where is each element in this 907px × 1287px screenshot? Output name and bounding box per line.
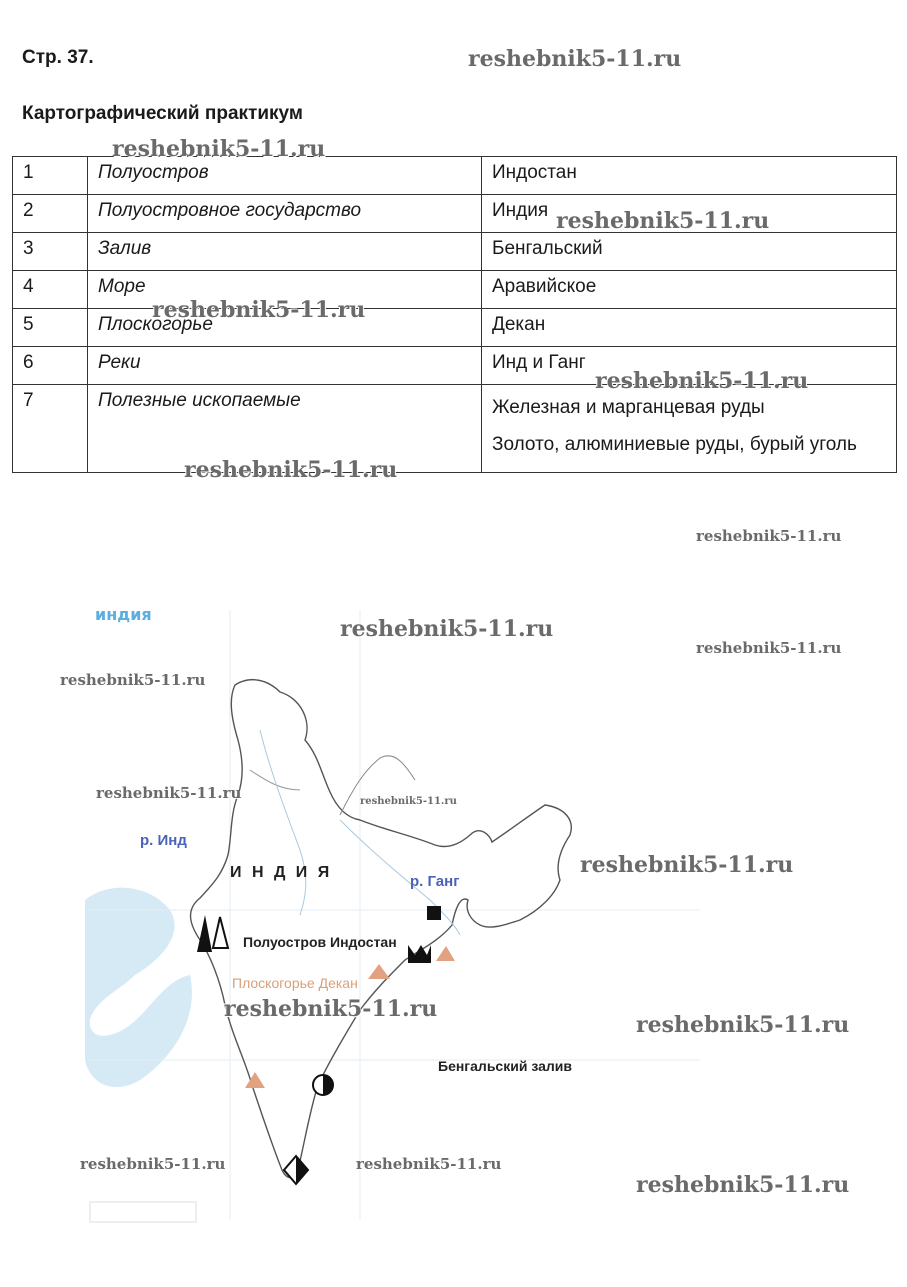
row-number: 6: [13, 347, 88, 385]
row-answer: [482, 309, 897, 347]
map-title: индия: [95, 605, 152, 624]
section-heading: Картографический практикум: [22, 103, 303, 124]
peninsula-label: Полуостров Индостан: [243, 934, 397, 950]
page-number: Стр. 37.: [22, 47, 94, 68]
answer-text: Инд и Ганг: [492, 352, 586, 373]
row-term: Плоскогорье: [88, 309, 482, 347]
bauxite-symbol-2: [368, 964, 390, 979]
watermark: reshebnik5-11.ru: [468, 46, 682, 72]
watermark: reshebnik5-11.ru: [112, 136, 326, 162]
watermark: reshebnik5-11.ru: [580, 852, 794, 878]
bauxite-symbol-1: [436, 946, 455, 961]
table-row: [13, 271, 897, 309]
table-row: [13, 157, 897, 195]
practicum-table: [12, 156, 897, 473]
answer-text: Индия: [492, 200, 549, 221]
watermark: reshebnik5-11.ru: [696, 639, 842, 657]
row-number: 2: [13, 195, 88, 233]
row-term: Море: [88, 271, 482, 309]
watermark: reshebnik5-11.ru: [356, 1155, 502, 1173]
row-term: Реки: [88, 347, 482, 385]
answer-text: Золото, алюминиевые руды, бурый уголь: [492, 434, 857, 455]
crown-symbol: [408, 945, 431, 963]
answer-text: Аравийское: [492, 276, 597, 297]
country-label: И Н Д И Я: [230, 864, 333, 881]
coal-square-symbol: [427, 906, 441, 920]
india-border: [191, 680, 572, 1178]
row-answer: [482, 385, 897, 473]
row-answer: [482, 233, 897, 271]
row-term: Полуостров: [88, 157, 482, 195]
iron-ore-symbol: [197, 915, 212, 952]
river-ganges-label: р. Ганг: [410, 873, 460, 890]
answer-text: Бенгальский: [492, 238, 603, 259]
bay-label: Бенгальский залив: [438, 1058, 572, 1074]
answer-text: Железная и марганцевая руды: [492, 397, 765, 418]
watermark: reshebnik5-11.ru: [696, 527, 842, 545]
watermark: reshebnik5-11.ru: [184, 457, 398, 483]
row-term: Полезные ископаемые: [88, 385, 482, 473]
row-number: 3: [13, 233, 88, 271]
row-answer: [482, 271, 897, 309]
arabian-sea-shape: [85, 888, 192, 1087]
manganese-ore-symbol: [213, 917, 228, 948]
answer-text: Декан: [492, 314, 546, 335]
row-answer: [482, 157, 897, 195]
table-row: [13, 233, 897, 271]
watermark: reshebnik5-11.ru: [360, 796, 457, 807]
watermark: reshebnik5-11.ru: [340, 616, 554, 642]
watermark: reshebnik5-11.ru: [96, 784, 242, 802]
answer-text: Индостан: [492, 162, 577, 183]
watermark: reshebnik5-11.ru: [152, 297, 366, 323]
plateau-label: Плоскогорье Декан: [232, 975, 358, 991]
row-term: Полуостровное государство: [88, 195, 482, 233]
watermark: reshebnik5-11.ru: [636, 1172, 850, 1198]
river-indus-label: р. Инд: [140, 832, 187, 849]
watermark: reshebnik5-11.ru: [80, 1155, 226, 1173]
row-number: 1: [13, 157, 88, 195]
table-row: [13, 385, 897, 473]
watermark: reshebnik5-11.ru: [556, 208, 770, 234]
table-row: [13, 309, 897, 347]
row-number: 5: [13, 309, 88, 347]
watermark: reshebnik5-11.ru: [636, 1012, 850, 1038]
watermark: reshebnik5-11.ru: [60, 671, 206, 689]
watermark: reshebnik5-11.ru: [224, 996, 438, 1022]
watermark: reshebnik5-11.ru: [595, 368, 809, 394]
row-term: Залив: [88, 233, 482, 271]
row-number: 4: [13, 271, 88, 309]
row-number: 7: [13, 385, 88, 473]
